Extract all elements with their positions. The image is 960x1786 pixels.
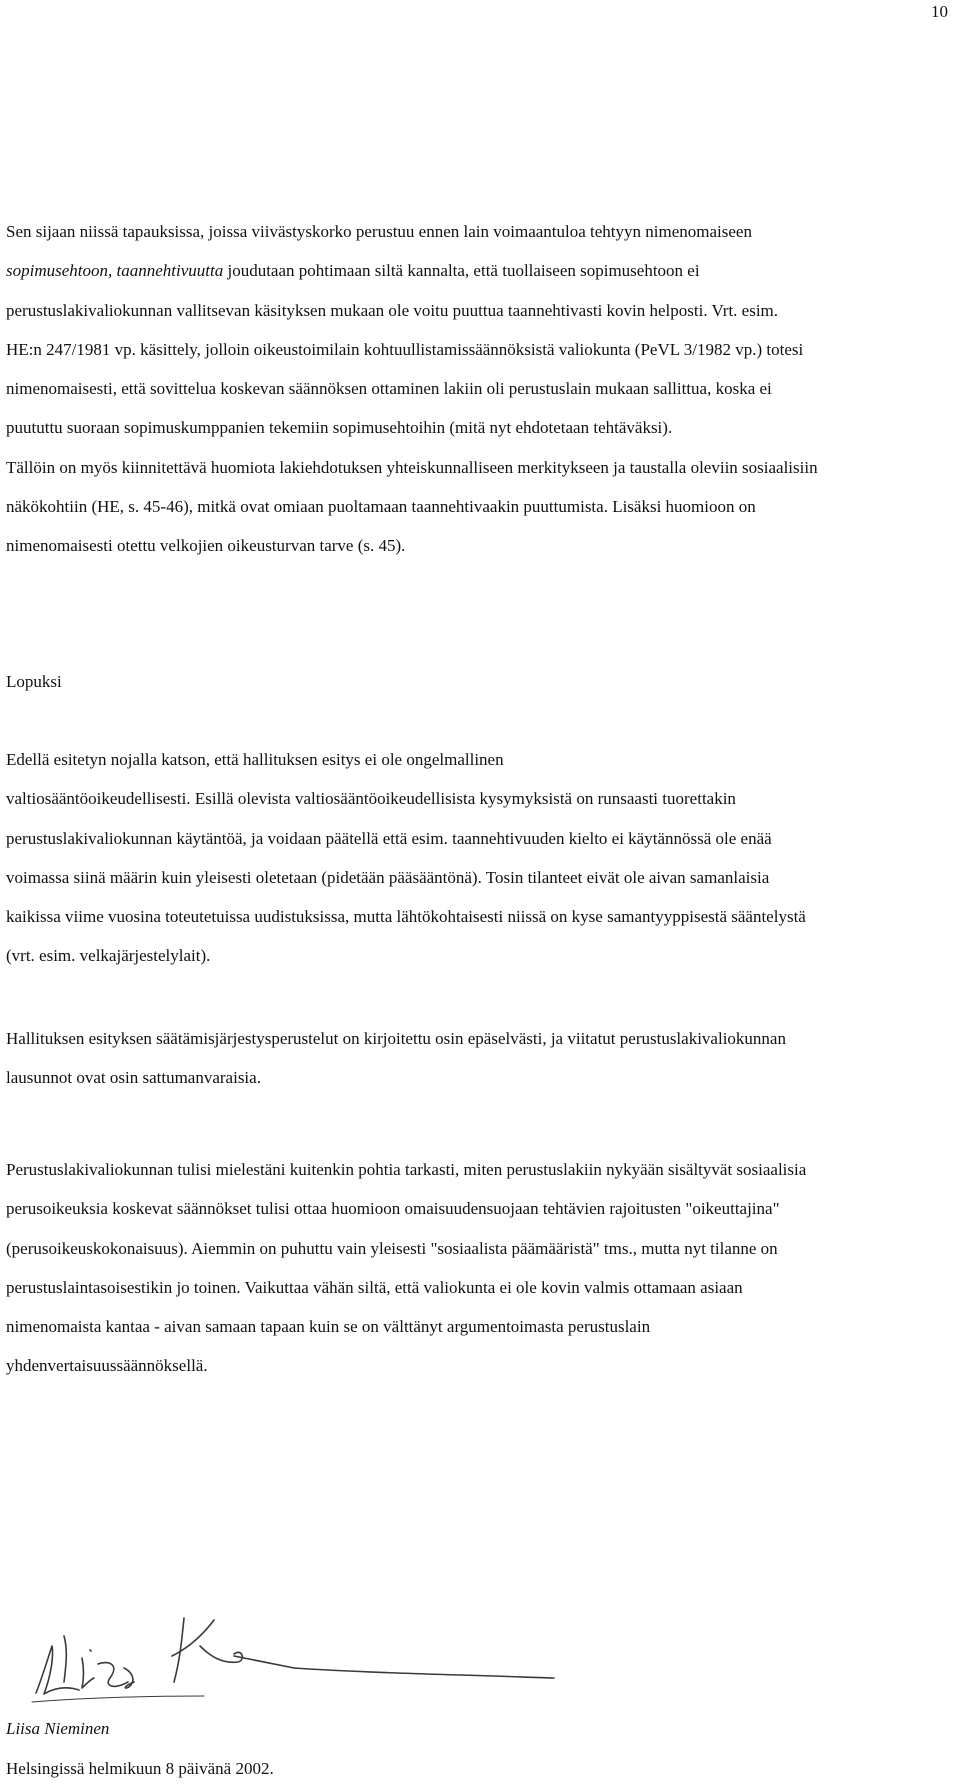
text-line: Hallituksen esityksen säätämisjärjestysperustelut on kirjoitettu osin epäselvästi, ja viitatut perustuslakivaliokunnan (6, 1029, 786, 1048)
text-line: Sen sijaan niissä tapauksissa, joissa viivästyskorko perustuu ennen lain voimaantuloa tehtyyn nimenomaiseen (6, 222, 752, 241)
text-line: Edellä esitetyn nojalla katson, että hallituksen esitys ei ole ongelmallinen (6, 750, 504, 769)
text-line: HE:n 247/1981 vp. käsittely, jolloin oikeustoimilain kohtuullistamissäännöksistä valiokunta (PeVL 3/1982 vp.) totesi (6, 339, 804, 359)
heading-lopuksi: Lopuksi (6, 672, 62, 691)
text-line: nimenomaista kantaa - aivan samaan tapaan kuin se on välttänyt argumentoimasta perustuslain (6, 1317, 651, 1337)
paragraph-retroactivity (6, 212, 956, 566)
italic-phrase: sopimusehtoon, taannehtivuutta (6, 261, 224, 281)
handwritten-signature (24, 1598, 564, 1710)
text-line: nimenomaisesti, että sovittelua koskevan säännöksen ottaminen lakiin oli perustuslain mukaan sallittua, koska ei (6, 379, 772, 399)
text-line (6, 251, 956, 290)
page-number: 10 (931, 2, 948, 21)
text-line: perustuslakivaliokunnan käytäntöä, ja voidaan päätellä että esim. taannehtivuuden kielto ei käytännössä ole enää (6, 828, 772, 848)
text-line: puututtu suoraan sopimuskumppanien tekemiin sopimusehtoihin (mitä nyt ehdotetaan tehtäväksi). (6, 418, 673, 438)
section-heading (6, 662, 956, 701)
paragraph-conclusion (6, 740, 956, 976)
text-line: näkökohtiin (HE, s. 45-46), mitkä ovat omiaan puoltamaan taannehtivaakin puuttumista. Lisäksi huomioon on (6, 497, 756, 517)
text-line: (perusoikeuskokonaisuus). Aiemmin on puhuttu vain yleisesti "sosiaalista päämääristä" tms., mutta nyt tilanne on (6, 1238, 778, 1258)
text-line: lausunnot ovat osin sattumanvaraisia. (6, 1068, 261, 1088)
text-line: perustuslakivaliokunnan vallitsevan käsityksen mukaan ole voitu puuttua taannehtivasti kovin helposti. Vrt. esim. (6, 300, 779, 320)
text-line: valtiosääntöoikeudellisesti. Esillä olevista valtiosääntöoikeudellisista kysymyksistä on runsaasti tuorettakin (6, 789, 736, 809)
text-line: (vrt. esim. velkajärjestelylait). (6, 946, 211, 966)
text-line: Tällöin on myös kiinnitettävä huomiota lakiehdotuksen yhteiskunnalliseen merkitykseen ja taustalla oleviin sosiaalisiin (6, 457, 818, 477)
text-line-rest: joudutaan pohtimaan siltä kannalta, että tuollaiseen sopimusehtoon ei (223, 261, 700, 281)
paragraph-justification (6, 1019, 956, 1098)
text-line: voimassa siinä määrin kuin yleisesti oletetaan (pidetään pääsääntönä). Tosin tilanteet eivät ole aivan samanlaisia (6, 867, 770, 887)
text-line: nimenomaisesti otettu velkojien oikeusturvan tarve (s. 45). (6, 536, 406, 556)
place-and-date: Helsingissä helmikuun 8 päivänä 2002. (6, 1759, 274, 1778)
paragraph-fundamental-rights (6, 1150, 956, 1386)
text-line: perustuslaintasoisestikin jo toinen. Vaikuttaa vähän siltä, että valiokunta ei ole kovin valmis ottamaan asiaan (6, 1277, 743, 1297)
text-line: kaikissa viime vuosina toteutetuissa uudistuksissa, mutta lähtökohtaisesti niissä on kyse samantyyppisestä sääntelystä (6, 907, 806, 927)
text-line: perusoikeuksia koskevat säännökset tulisi ottaa huomioon omaisuudensuojaan tehtävien rajoitusten "oikeuttajina" (6, 1199, 780, 1219)
text-line: yhdenvertaisuussäännöksellä. (6, 1356, 208, 1376)
signatory-name: Liisa Nieminen (6, 1719, 110, 1738)
text-line: Perustuslakivaliokunnan tulisi mielestäni kuitenkin pohtia tarkasti, miten perustuslakiin nykyään sisältyvät sosiaalisia (6, 1160, 807, 1179)
